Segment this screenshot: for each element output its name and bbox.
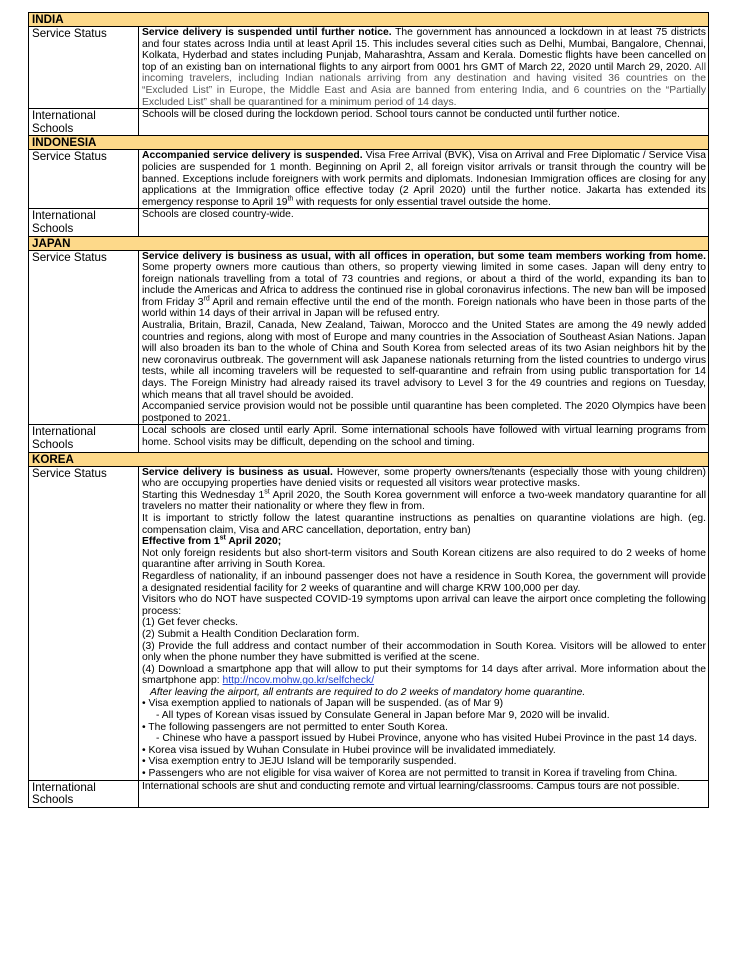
service-status-label: Service Status <box>29 466 139 780</box>
schools-content: International schools are shut and conducting remote and virtual learning/classrooms. Campus tours are not possible. <box>139 780 709 807</box>
service-status-content <box>139 250 709 425</box>
schools-label: International Schools <box>29 109 139 136</box>
superscript: rd <box>203 295 210 303</box>
paragraph: Not only foreign residents but also short-term visitors and South Korean citizens are also required to do 2 weeks of home quarantine after arriving in South Korea. <box>142 547 706 571</box>
status-text: April and remain effective until the end of the month. Foreign nationals who have been in those parts of the world within 14 days of their arrival in Japan will be refused entry. <box>142 296 706 320</box>
country-name: JAPAN <box>29 236 709 250</box>
service-status-label: Service Status <box>29 27 139 109</box>
status-text: Some property owners more cautious than others, so property viewing limited in some cases. Japan will deny entry to foreign nationals travelling from a total of 73 countries and regions, or about a third of the world, expanding its ban to include the Americas and Africa to address the continued rise in global coronavirus infections. The new ban will be imposed from Friday 3 <box>142 262 706 308</box>
schools-content: Schools are closed country-wide. <box>139 209 709 236</box>
paragraph: Visitors who do NOT have suspected COVID-19 symptoms upon arrival can leave the airport once completing the following process: <box>142 594 706 617</box>
schools-label: International Schools <box>29 209 139 236</box>
paragraph <box>142 467 706 490</box>
schools-content: Local schools are closed until early April. Some international schools have followed with virtual learning programs from home. School visits may be difficult, depending on the school and timing. <box>139 425 709 452</box>
country-status-table <box>28 12 709 808</box>
travel-advisory-document <box>28 12 709 808</box>
schools-label: International Schools <box>29 780 139 807</box>
schools-label: International Schools <box>29 425 139 452</box>
quarantine-note: After leaving the airport, all entrants are required to do 2 weeks of mandatory home quarantine. <box>150 686 586 698</box>
service-status-content <box>139 27 709 109</box>
superscript: st <box>264 488 270 496</box>
schools-row-japan <box>29 425 709 452</box>
schools-row-indonesia <box>29 209 709 236</box>
status-text: Visa Free Arrival (BVK), Visa on Arrival and Free Diplomatic / Service Visa policies are suspended for 1 month. Beginning on April 2, all foreign visitor arrivals or transit through the country will be banned. Exceptions include foreigners with work permits and diplomats. Indonesian Immigration offices are closing for any applications at the Immigration office effective today (2 April 2020) until the further notice. Jakarta has extended its emergency response to April 19 <box>142 150 706 208</box>
status-text: The government has announced a lockdown in at least 75 districts and four states across India until at least April 15. This includes several cities such as Delhi, Mumbai, Bangalore, Chennai, Kolkata, Hyderbad and states including Punjab, Maharashtra, Assam and Kerala. Domestic flights have been cancelled on top of an existing ban on international flights to any airport from 0001 hrs GMT of March 22, 2020 until March 29, 2020. <box>142 27 706 73</box>
country-header-indonesia <box>29 136 709 150</box>
process-step: (4) Download a smartphone app that will allow to put their symptoms for 14 days after arrival. More information about the smartphone app: http://ncov.mohw.go.kr/selfcheck/ <box>142 663 706 687</box>
effective-date-heading: Effective from 1st April 2020; <box>142 534 282 548</box>
country-header-india <box>29 13 709 27</box>
service-status-label: Service Status <box>29 250 139 425</box>
paragraph <box>142 251 706 321</box>
schools-row-india <box>29 109 709 136</box>
bullet-item: • Passengers who are not eligible for visa waiver of Korea are not permitted to transit in Korea if traveling from China. <box>142 768 678 780</box>
status-lead: Service delivery is business as usual. <box>142 466 333 478</box>
paragraph: Starting this Wednesday 1st April 2020, the South Korea government will enforce a two-week mandatory quarantine for all travelers no matter their nationality or where they flew in from. <box>142 488 707 513</box>
superscript: th <box>287 195 294 203</box>
process-step: (1) Get fever checks. <box>142 617 238 629</box>
service-status-label: Service Status <box>29 150 139 209</box>
paragraph: Accompanied service provision would not be possible until quarantine has been completed. The 2020 Olympics have been postponed to 2021. <box>142 401 706 424</box>
status-text: However, some property owners/tenants (especially those with young children) who are occupying properties have denied visits or requested all visitors wear protective masks. <box>142 466 706 490</box>
country-name: INDONESIA <box>29 136 709 150</box>
bullet-item: • Visa exemption entry to JEJU Island will be temporarily suspended. <box>142 756 457 768</box>
service-status-row-india <box>29 27 709 109</box>
bullet-item: • The following passengers are not permitted to enter South Korea. <box>142 721 448 733</box>
paragraph: Australia, Britain, Brazil, Canada, New Zealand, Taiwan, Morocco and the United States are among the 49 newly added countries and regions, along with most of Europe and many countries in the Association of Southeast Asian Nations. Japan will also broaden its ban to the whole of China and South Korea from selected areas of its two Asian neighbors hit by the new coronavirus outbreak. The government will ask Japanese nationals returning from the listed countries to undergo virus tests, while all incoming travelers will be requested to self-quarantine and refrain from using public transportation for 14 days. The Foreign Ministry had already raised its travel advisory to Level 3 for the 49 countries and regions on Tuesday, which means that all travel should be avoided. <box>142 320 706 401</box>
schools-row-korea <box>29 780 709 807</box>
process-step: (2) Submit a Health Condition Declaration form. <box>142 628 360 640</box>
status-gray-text: All incoming travelers, including Indian nationals arriving from any destination and having visited 36 countries on the “Excluded List” in Europe, the Middle East and Asia are banned from entering India, and 6 countries on the “Partially Excluded List” shall be quarantined for a minimum period of 14 days. <box>142 61 706 108</box>
superscript: st <box>219 534 226 542</box>
process-step: (3) Provide the full address and contact number of their accommodation in South Korea. Visitors will be allowed to enter only when the phone number they have submitted is verified at the scene. <box>142 640 706 664</box>
service-status-row-japan <box>29 250 709 425</box>
service-status-content <box>139 150 709 209</box>
paragraph: It is important to strictly follow the latest quarantine instructions as penalties on quarantine violations are high. (eg. compensation claim, Visa and ARC cancellation, deportation, entry ban) <box>142 512 706 536</box>
sub-bullet-item: - All types of Korean visas issued by Consulate General in Japan before Mar 9, 2020 will be invalid. <box>156 710 610 722</box>
status-lead: Service delivery is business as usual, with all offices in operation, but some team members working from home. <box>142 250 706 262</box>
status-lead: Service delivery is suspended until further notice. <box>142 27 392 38</box>
status-lead: Accompanied service delivery is suspended. <box>142 150 363 162</box>
selfcheck-app-link[interactable]: http://ncov.mohw.go.kr/selfcheck/ <box>222 675 375 687</box>
service-status-content <box>139 466 709 780</box>
country-header-japan <box>29 236 709 250</box>
bullet-item: • Korea visa issued by Wuhan Consulate in Hubei province will be invalidated immediately. <box>142 744 556 756</box>
status-text: with requests for only essential travel outside the home. <box>293 196 551 208</box>
schools-content: Schools will be closed during the lockdown period. School tours cannot be conducted until further notice. <box>139 109 709 136</box>
bullet-item: • Visa exemption applied to nationals of Japan will be suspended. (as of Mar 9) <box>142 698 504 710</box>
paragraph: Regardless of nationality, if an inbound passenger does not have a residence in South Korea, the government will provide a designated residential facility for 2 weeks of quarantine and will charge KRW 100,000 per day. <box>142 570 706 594</box>
service-status-row-korea <box>29 466 709 780</box>
country-name: KOREA <box>29 452 709 466</box>
country-name: INDIA <box>29 13 709 27</box>
service-status-row-indonesia <box>29 150 709 209</box>
country-header-korea <box>29 452 709 466</box>
sub-bullet-item: - Chinese who have a passport issued by Hubei Province, anyone who has visited Hubei Province in the past 14 days. <box>156 733 698 745</box>
